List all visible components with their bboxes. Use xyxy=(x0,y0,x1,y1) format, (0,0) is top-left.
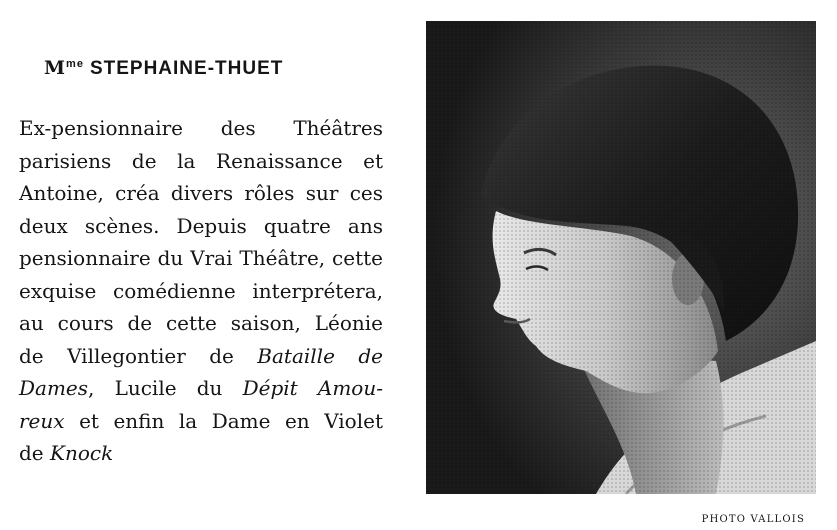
actress-name: STEPHAINE-THUET xyxy=(89,58,284,79)
biography-text xyxy=(19,112,383,470)
title-superscript: me xyxy=(66,58,84,70)
play-title: Knock xyxy=(50,441,114,465)
bio-line: parisiens de la Renaissance et xyxy=(19,148,383,173)
bio-line: deux scènes. Depuis quatre ans xyxy=(19,213,383,238)
photo-credit: PHOTO VALLOIS xyxy=(701,514,805,525)
bio-text: de xyxy=(19,441,50,465)
bio-line xyxy=(19,340,383,373)
bio-text: et enfin la Dame en Violet xyxy=(64,408,383,433)
bio-text: de Villegontier de xyxy=(19,343,258,368)
portrait-image xyxy=(426,21,816,494)
bio-line: exquise comédienne interprétera, xyxy=(19,278,383,303)
bio-text: , Lucile du xyxy=(88,376,243,400)
bio-line: Ex-pensionnaire des Théâtres xyxy=(19,116,383,140)
play-title: Dames xyxy=(19,376,89,400)
portrait-photo xyxy=(426,21,816,494)
play-title: Dépit Amou- xyxy=(242,376,383,400)
bio-line xyxy=(19,437,383,470)
page-title xyxy=(44,57,283,80)
bio-line: au cours de cette saison, Léonie xyxy=(19,311,383,335)
title-abbreviation: M xyxy=(44,57,67,79)
bio-line: Antoine, créa divers rôles sur ces xyxy=(19,181,383,205)
bio-line: pensionnaire du Vrai Théâtre, cette xyxy=(19,246,383,270)
bio-line xyxy=(19,372,383,405)
play-title: Bataille de xyxy=(257,343,383,368)
bio-line xyxy=(19,405,383,438)
play-title: reux xyxy=(19,408,65,433)
